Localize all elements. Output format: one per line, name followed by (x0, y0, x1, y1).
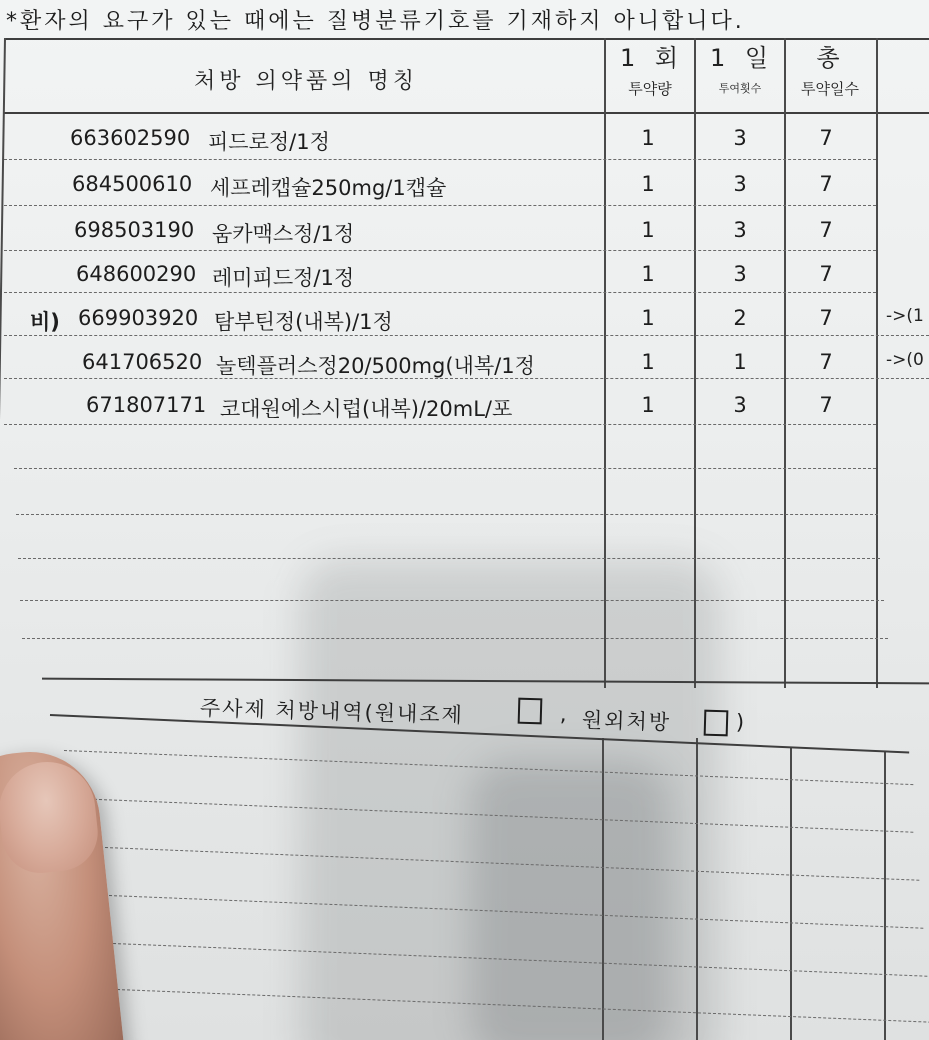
drug-name: 움카맥스정/1정 (212, 222, 355, 246)
drug-name: 코대원에스시럽(내복)/20mL/포 (220, 397, 513, 421)
days-header-bottom: 투약일수 (801, 80, 859, 98)
outside-prescription-checkbox[interactable] (704, 710, 729, 737)
dose-value: 1 (641, 306, 655, 330)
dose-value: 1 (641, 350, 655, 374)
days-value: 7 (819, 262, 833, 286)
dose-header-top: 1 회 (620, 44, 685, 72)
days-header-top: 총 (816, 44, 846, 72)
days-value: 7 (819, 350, 833, 374)
days-value: 7 (819, 306, 833, 330)
dose-value: 1 (641, 218, 655, 242)
days-value: 7 (819, 393, 833, 417)
non-reimbursed-marker: 비) (30, 310, 60, 334)
drug-name: 놀텍플러스정20/500mg(내복/1정 (216, 354, 535, 378)
drug-code: 684500610 (72, 172, 193, 196)
days-value: 7 (819, 172, 833, 196)
freq-value: 3 (733, 218, 747, 242)
disease-code-notice: *환자의 요구가 있는 때에는 질병분류기호를 기재하지 아니합니다. (6, 9, 745, 34)
drug-code: 698503190 (74, 218, 195, 242)
drug-code: 663602590 (70, 126, 191, 150)
drug-name: 세프레캡슐250mg/1캡슐 (210, 176, 447, 200)
dose-value: 1 (641, 393, 655, 417)
freq-value: 3 (733, 262, 747, 286)
freq-value: 3 (733, 126, 747, 150)
days-value: 7 (819, 218, 833, 242)
in-house-checkbox[interactable] (518, 698, 543, 725)
injection-title-suffix: ) (735, 709, 747, 735)
drug-code: 669903920 (78, 306, 199, 330)
dose-value: 1 (641, 172, 655, 196)
freq-value: 1 (733, 350, 747, 374)
freq-header-bottom: 투여횟수 (718, 82, 762, 95)
freq-value: 3 (733, 172, 747, 196)
injection-title-prefix: 주사제 처방내역(원내조제 (199, 696, 465, 728)
days-value: 7 (819, 126, 833, 150)
injection-title-mid: 원외처방 (581, 708, 672, 735)
note-arrow: ->(0 (886, 350, 924, 370)
dose-value: 1 (641, 262, 655, 286)
drug-name: 탐부틴정(내복)/1정 (214, 310, 393, 334)
drug-name: 피드로정/1정 (208, 130, 330, 154)
dose-value: 1 (641, 126, 655, 150)
drug-code: 671807171 (86, 393, 207, 417)
freq-header-top: 1 일 (710, 44, 775, 72)
drug-code: 648600290 (76, 262, 197, 286)
drug-name-header: 처방 의약품의 명칭 (194, 69, 419, 94)
freq-value: 2 (733, 306, 747, 330)
note-arrow: ->(1 (886, 306, 924, 326)
freq-value: 3 (733, 393, 747, 417)
drug-code: 641706520 (82, 350, 203, 374)
drug-name: 레미피드정/1정 (212, 266, 355, 290)
injection-separator: , (559, 701, 570, 727)
dose-header-bottom: 투약량 (628, 80, 672, 98)
